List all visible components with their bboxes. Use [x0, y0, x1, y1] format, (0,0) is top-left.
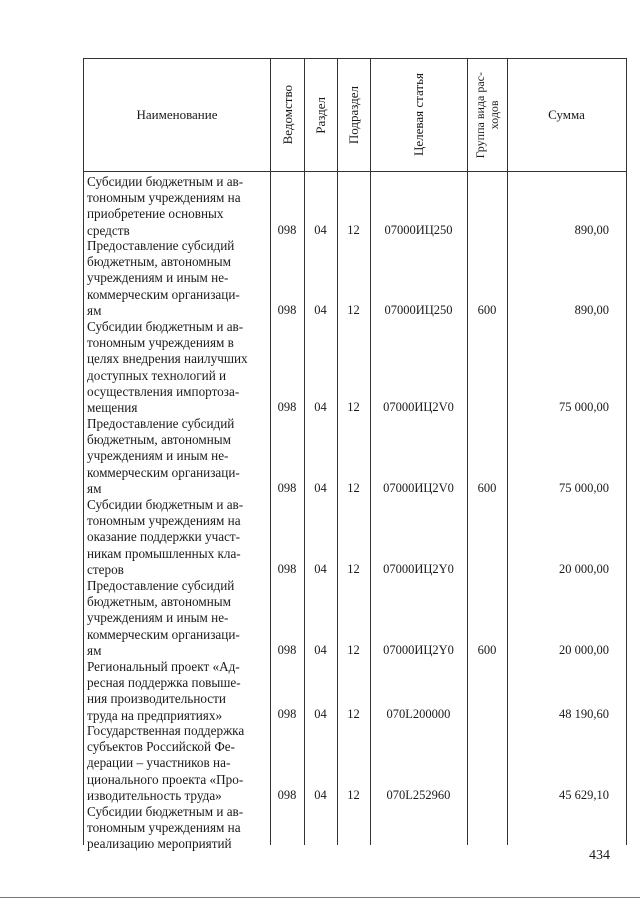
row-name: Субсидии бюджетным и ав- тономным учреждениям на приобретение основных средств [87, 174, 244, 238]
row-name: Субсидии бюджетным и ав- тономным учреждениям в целях внедрения наилучших доступных технологий и осуществления импортоза- мещения [87, 319, 248, 416]
row-target: 07000ИЦ2V0 [383, 400, 454, 414]
row-section: 04 [314, 788, 327, 802]
row-sum: 48 190,60 [559, 707, 609, 721]
row-subsection: 12 [347, 223, 360, 237]
header-subsection [337, 59, 370, 171]
row-name: Предоставление субсидий бюджетным, автономным учреждениям и иным не- коммерческим организаци- ям [87, 238, 240, 318]
col-divider [370, 59, 371, 845]
row-section: 04 [314, 303, 327, 317]
row-target: 07000ИЦ250 [384, 303, 453, 317]
row-dept: 098 [277, 481, 297, 495]
row-sum: 890,00 [574, 223, 609, 237]
col-divider [337, 59, 338, 845]
header-dept [270, 59, 304, 171]
header-expense-group [467, 59, 507, 171]
row-section: 04 [314, 562, 327, 576]
header-target-label: Целевая статья [411, 73, 426, 157]
row-name: Предоставление субсидий бюджетным, автономным учреждениям и иным не- коммерческим организаци- ям [87, 578, 240, 658]
header-target [370, 59, 467, 171]
row-name: Региональный проект «Ад- ресная поддержка повыше- ния производительности труда на предприятиях» [87, 659, 241, 723]
row-sum: 75 000,00 [559, 400, 609, 414]
row-dept: 098 [277, 707, 297, 721]
row-name: Предоставление субсидий бюджетным, автономным учреждениям и иным не- коммерческим организаци- ям [87, 416, 240, 496]
header-sum-label: Сумма [548, 107, 585, 122]
col-divider [270, 59, 271, 845]
row-target: 07000ИЦ2V0 [383, 481, 454, 495]
row-sum: 20 000,00 [559, 562, 609, 576]
header-expense-group-label: Группа вида рас- ходов [473, 71, 501, 159]
row-subsection: 12 [347, 643, 360, 657]
header-name-label: Наименование [136, 107, 218, 122]
row-dept: 098 [277, 788, 297, 802]
row-dept: 098 [277, 223, 297, 237]
row-section: 04 [314, 223, 327, 237]
row-subsection: 12 [347, 400, 360, 414]
row-sum: 45 629,10 [559, 788, 609, 802]
row-dept: 098 [277, 562, 297, 576]
row-group: 600 [477, 303, 497, 317]
header-divider [84, 171, 626, 172]
header-section-label: Раздел [313, 96, 328, 134]
header-name [84, 59, 270, 171]
row-dept: 098 [277, 643, 297, 657]
row-dept: 098 [277, 400, 297, 414]
row-sum: 75 000,00 [559, 481, 609, 495]
col-divider [507, 59, 508, 845]
row-group: 600 [477, 481, 497, 495]
row-target: 07000ИЦ2Y0 [383, 643, 454, 657]
row-target: 07000ИЦ250 [384, 223, 453, 237]
row-section: 04 [314, 643, 327, 657]
header-section [304, 59, 337, 171]
row-target: 070L200000 [386, 707, 451, 721]
header-dept-label: Ведомство [279, 85, 295, 145]
row-subsection: 12 [347, 303, 360, 317]
header-subsection-label: Подраздел [346, 85, 361, 145]
row-sum: 20 000,00 [559, 643, 609, 657]
footer-rule [0, 897, 640, 898]
header-sum [507, 59, 626, 171]
row-name: Субсидии бюджетным и ав- тономным учреждениям на оказание поддержки участ- никам промышленных кла- стеров [87, 497, 244, 577]
row-group: 600 [477, 643, 497, 657]
row-name: Государственная поддержка субъектов Российской Фе- дерации – участников на- ционального проекта «Про- изводительность труда» [87, 723, 245, 803]
row-subsection: 12 [347, 562, 360, 576]
col-divider [467, 59, 468, 845]
page-number: 434 [589, 848, 610, 863]
row-section: 04 [314, 707, 327, 721]
budget-table [83, 58, 627, 852]
row-subsection: 12 [347, 707, 360, 721]
row-subsection: 12 [347, 788, 360, 802]
row-name: Субсидии бюджетным и ав- тономным учреждениям на реализацию мероприятий [87, 804, 244, 852]
row-target: 07000ИЦ2Y0 [383, 562, 454, 576]
col-divider [304, 59, 305, 845]
row-section: 04 [314, 481, 327, 495]
row-target: 070L252960 [386, 788, 451, 802]
row-subsection: 12 [347, 481, 360, 495]
row-section: 04 [314, 400, 327, 414]
row-sum: 890,00 [574, 303, 609, 317]
row-dept: 098 [277, 303, 297, 317]
